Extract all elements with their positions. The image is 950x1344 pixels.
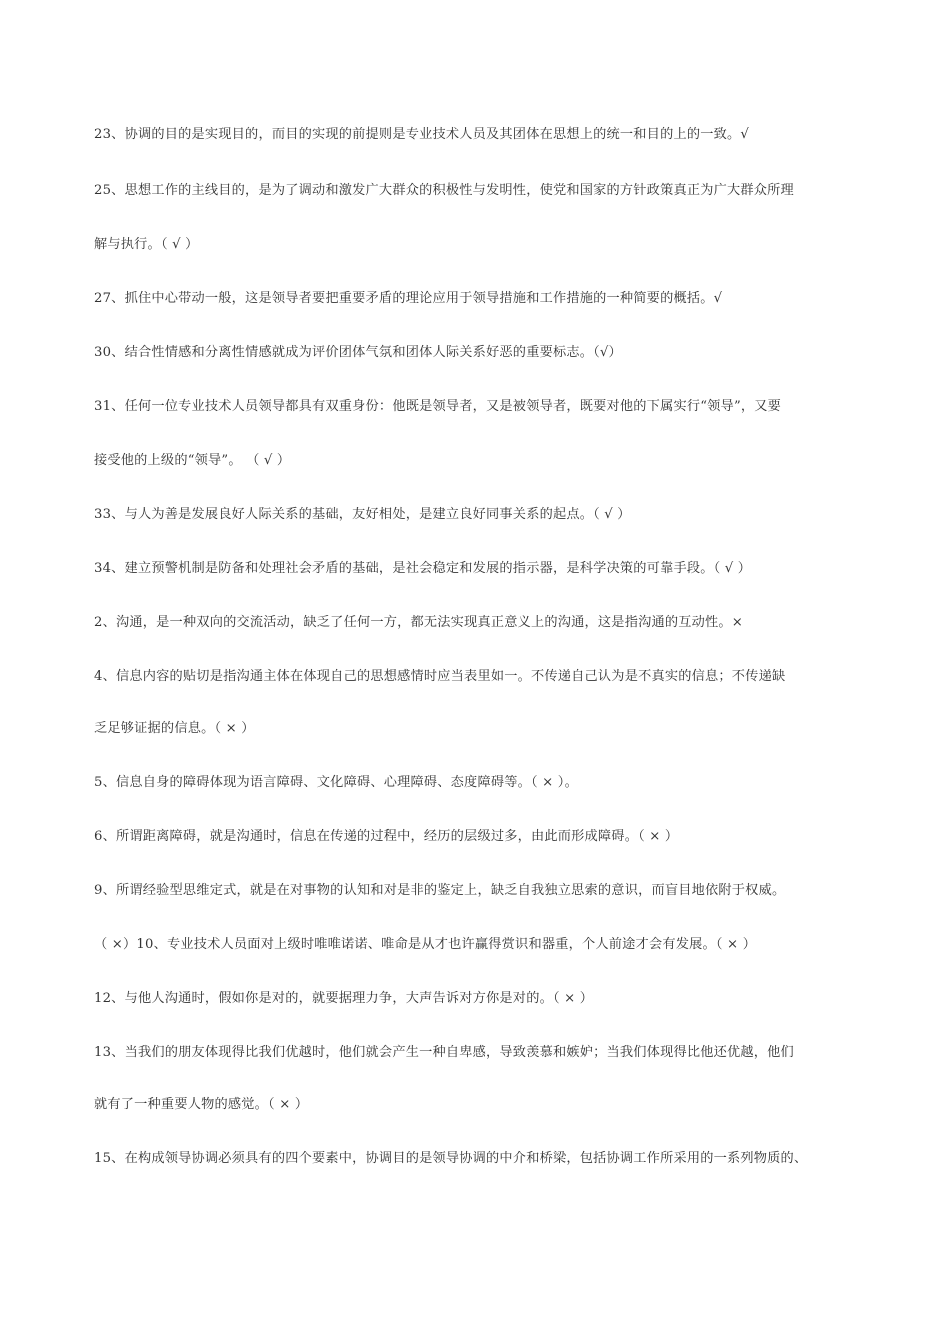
text-line: 30、结合性情感和分离性情感就成为评价团体气氛和团体人际关系好恶的重要标志。（√） xyxy=(94,345,622,360)
text-line: 27、抓住中心带动一般，这是领导者要把重要矛盾的理论应用于领导措施和工作措施的一种简要的概括。√ xyxy=(94,291,723,306)
text-line: 12、与他人沟通时，假如你是对的，就要据理力争，大声告诉对方你是对的。（ × ） xyxy=(94,991,594,1006)
text-line: 2、沟通，是一种双向的交流活动，缺乏了任何一方，都无法实现真正意义上的沟通，这是指沟通的互动性。× xyxy=(94,615,744,630)
text-line: 31、任何一位专业技术人员领导都具有双重身份：他既是领导者，又是被领导者，既要对他的下属实行“领导”，又要 xyxy=(94,399,782,414)
text-line: 15、在构成领导协调必须具有的四个要素中，协调目的是领导协调的中介和桥梁，包括协调工作所采用的一系列物质的、 xyxy=(94,1151,808,1166)
text-line: 9、所谓经验型思维定式，就是在对事物的认知和对是非的鉴定上，缺乏自我独立思索的意识，而盲目地依附于权威。 xyxy=(94,883,786,898)
text-line: 乏足够证据的信息。（ × ） xyxy=(94,721,255,736)
text-line: 6、所谓距离障碍，就是沟通时，信息在传递的过程中，经历的层级过多，由此而形成障碍。（ × ） xyxy=(94,829,679,844)
text-line: 23、协调的目的是实现目的，而目的实现的前提则是专业技术人员及其团体在思想上的统一和目的上的一致。√ xyxy=(94,127,749,142)
text-line: 25、思想工作的主线目的，是为了调动和激发广大群众的积极性与发明性，使党和国家的方针政策真正为广大群众所理 xyxy=(94,183,794,198)
text-line: （ ×）10、专业技术人员面对上级时唯唯诺诺、唯命是从才也许赢得赏识和器重，个人前途才会有发展。（ × ） xyxy=(94,937,757,952)
text-line: 就有了一种重要人物的感觉。（ × ） xyxy=(94,1097,309,1112)
text-line: 5、信息自身的障碍体现为语言障碍、文化障碍、心理障碍、态度障碍等。（ × ）。 xyxy=(94,775,578,790)
text-line: 接受他的上级的“领导”。 （ √ ） xyxy=(94,453,291,468)
text-line: 33、与人为善是发展良好人际关系的基础，友好相处，是建立良好同事关系的起点。（ √ ） xyxy=(94,507,631,522)
text-line: 34、建立预警机制是防备和处理社会矛盾的基础，是社会稳定和发展的指示器，是科学决策的可靠手段。（ √ ） xyxy=(94,561,752,576)
text-line: 13、当我们的朋友体现得比我们优越时，他们就会产生一种自卑感，导致羡慕和嫉妒；当我们体现得比他还优越，他们 xyxy=(94,1045,794,1060)
text-line: 解与执行。（ √ ） xyxy=(94,237,199,252)
text-line: 4、信息内容的贴切是指沟通主体在体现自己的思想感情时应当表里如一。不传递自己认为是不真实的信息；不传递缺 xyxy=(94,669,786,684)
